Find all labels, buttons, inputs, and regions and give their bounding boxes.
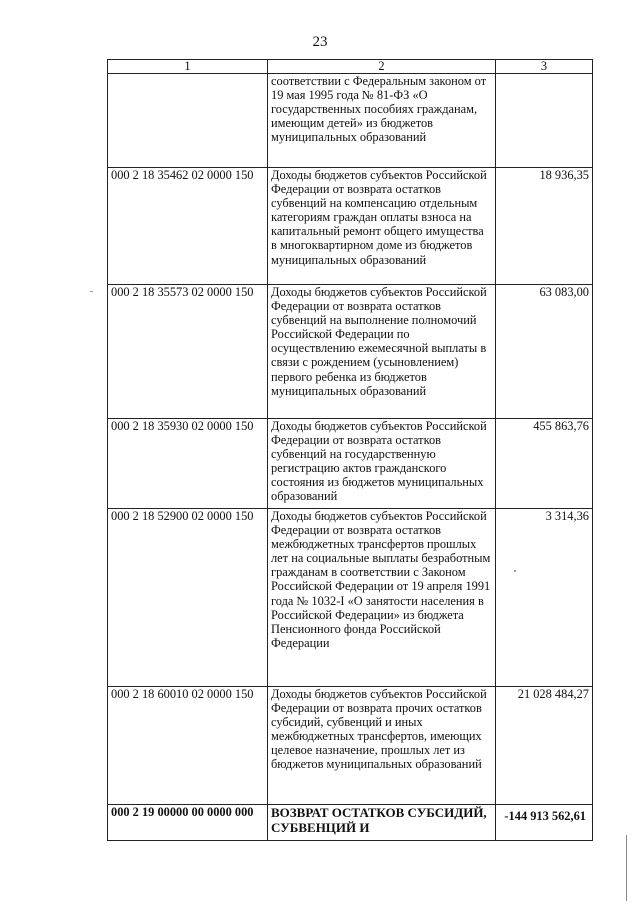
column-header-3: 3 — [496, 60, 593, 74]
row-code: 000 2 18 35573 02 0000 150 — [108, 285, 268, 419]
scan-edge-line — [626, 835, 627, 901]
scan-dot-mark — [514, 570, 516, 572]
row-code — [108, 74, 268, 168]
row-amount — [496, 74, 593, 168]
total-row-code: 000 2 19 00000 00 0000 000 — [108, 805, 268, 841]
table-row — [108, 509, 593, 687]
row-code: 000 2 18 35462 02 0000 150 — [108, 168, 268, 285]
column-header-1: 1 — [108, 60, 268, 74]
total-row — [108, 805, 593, 841]
row-code: 000 2 18 35930 02 0000 150 — [108, 419, 268, 509]
budget-revenue-table — [107, 59, 593, 841]
total-row-amount: -144 913 562,61 — [496, 805, 593, 841]
column-header-2: 2 — [268, 60, 496, 74]
scan-tick-mark — [90, 291, 93, 292]
row-description: Доходы бюджетов субъектов Российской Федерации от возврата остатков субвенций на государственную регистрацию актов гражданского состояния из бюджетов муниципальных образований — [268, 419, 496, 509]
row-description: Доходы бюджетов субъектов Российской Федерации от возврата остатков межбюджетных трансфертов прошлых лет на социальные выплаты безработным гражданам в соответствии с Законом Российской Федерации от 19 апреля 1991 года № 1032-I «О занятости населения в Российской Федерации» из бюджета Пенсионного фонда Российской Федерации — [268, 509, 496, 687]
table-row — [108, 687, 593, 805]
table-row — [108, 74, 593, 168]
row-amount: 3 314,36 — [496, 509, 593, 687]
total-row-description: ВОЗВРАТ ОСТАТКОВ СУБСИДИЙ, СУБВЕНЦИЙ И — [268, 805, 496, 841]
row-description: Доходы бюджетов субъектов Российской Федерации от возврата прочих остатков субсидий, субвенций и иных межбюджетных трансфертов, имеющих целевое назначение, прошлых лет из бюджетов муниципальных образований — [268, 687, 496, 805]
row-amount: 63 083,00 — [496, 285, 593, 419]
row-code: 000 2 18 52900 02 0000 150 — [108, 509, 268, 687]
table-row — [108, 285, 593, 419]
page-number: 23 — [312, 34, 328, 50]
row-amount: 455 863,76 — [496, 419, 593, 509]
header-row — [108, 60, 593, 74]
table-row — [108, 419, 593, 509]
row-amount: 18 936,35 — [496, 168, 593, 285]
table-row — [108, 168, 593, 285]
row-code: 000 2 18 60010 02 0000 150 — [108, 687, 268, 805]
row-description: соответствии с Федеральным законом от 19 мая 1995 года № 81-ФЗ «О государственных пособиях гражданам, имеющим детей» из бюджетов муниципальных образований — [268, 74, 496, 168]
row-amount: 21 028 484,27 — [496, 687, 593, 805]
row-description: Доходы бюджетов субъектов Российской Федерации от возврата остатков субвенций на выполнение полномочий Российской Федерации по осуществлению ежемесячной выплаты в связи с рождением (усыновлением) первого ребенка из бюджетов муниципальных образований — [268, 285, 496, 419]
row-description: Доходы бюджетов субъектов Российской Федерации от возврата остатков субвенций на компенсацию отдельным категориям граждан оплаты взноса на капитальный ремонт общего имущества в многоквартирном доме из бюджетов муниципальных образований — [268, 168, 496, 285]
